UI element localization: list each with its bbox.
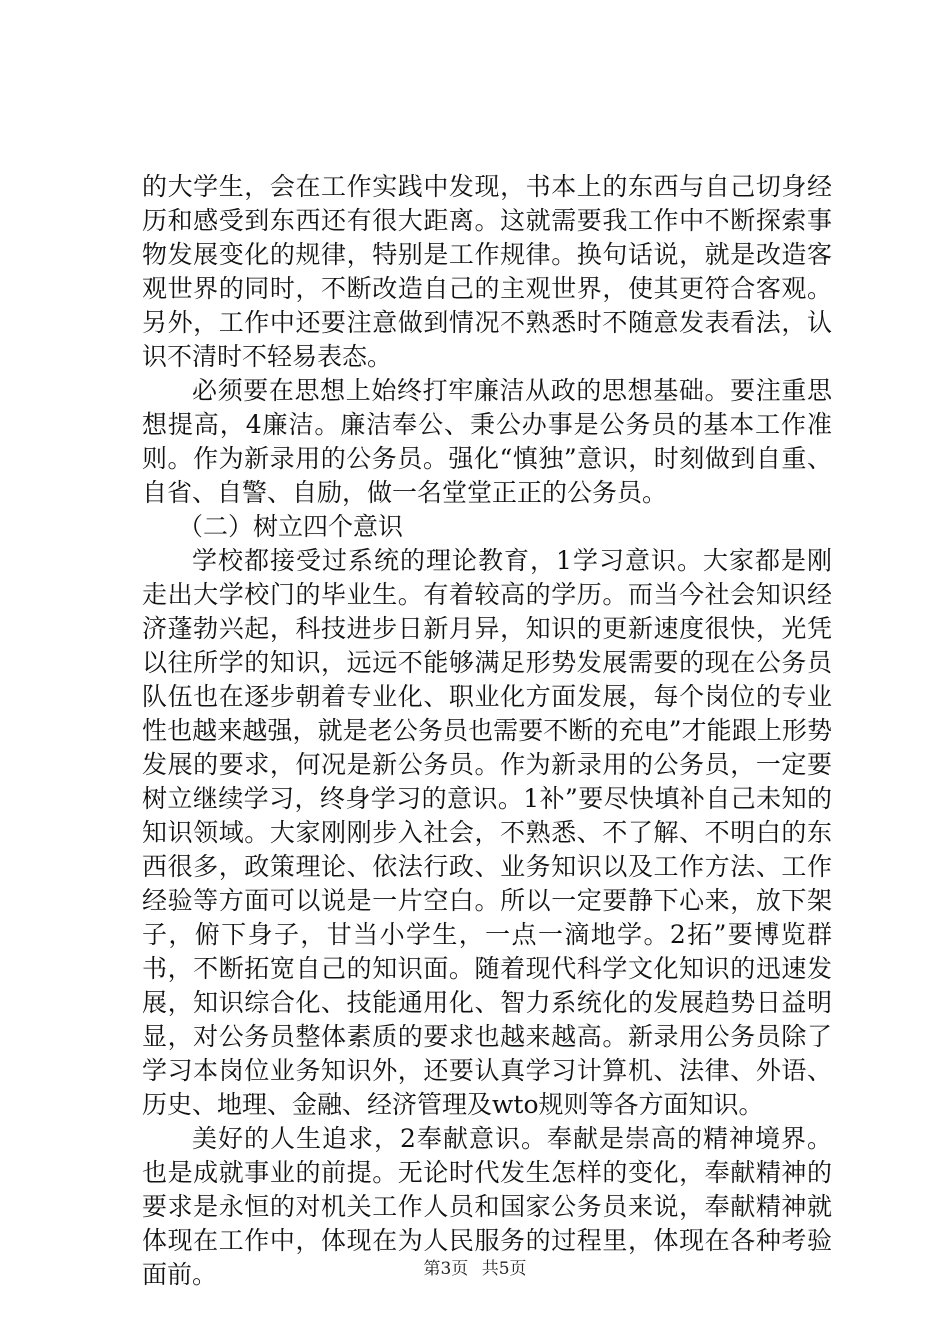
paragraph-continuation: 的大学生，会在工作实践中发现，书本上的东西与自己切身经历和感受到东西还有很大距离。这就需要我工作中不断探索事物发展变化的规律，特别是工作规律。换句话说，就是改造客观世界的同时，不断改造自己的主观世界，使其更符合客观。另外，工作中还要注意做到情况不熟悉时不随意发表看法，认识不清时不轻易表态。 xyxy=(142,172,832,371)
page-footer xyxy=(0,1258,950,1280)
paragraph-dedication: 美好的人生追求，2奉献意识。奉献是崇高的精神境界。也是成就事业的前提。无论时代发生怎样的变化，奉献精神的要求是永恒的对机关工作人员和国家公务员来说，奉献精神就体现在工作中，体现在为人民服务的过程里，体现在各种考验面前。 xyxy=(142,1124,832,1289)
page-total: 共5页 xyxy=(481,1259,527,1279)
paragraph-learning: 学校都接受过系统的理论教育，1学习意识。大家都是刚走出大学校门的毕业生。有着较高的学历。而当今社会知识经济蓬勃兴起，科技进步日新月异，知识的更新速度很快，光凭以往所学的知识，远远不能够满足形势发展需要的现在公务员队伍也在逐步朝着专业化、职业化方面发展，每个岗位的专业性也越来越强，就是老公务员也需要不断的充电”才能跟上形势发展的要求，何况是新公务员。作为新录用的公务员，一定要树立继续学习，终身学习的意识。1补”要尽快填补自己未知的知识领域。大家刚刚步入社会，不熟悉、不了解、不明白的东西很多，政策理论、依法行政、业务知识以及工作方法、工作经验等方面可以说是一片空白。所以一定要静下心来，放下架子，俯下身子，甘当小学生，一点一滴地学。2拓”要博览群书，不断拓宽自己的知识面。随着现代科学文化知识的迅速发展，知识综合化、技能通用化、智力系统化的发展趋势日益明显，对公务员整体素质的要求也越来越高。新录用公务员除了学习本岗位业务知识外，还要认真学习计算机、法律、外语、历史、地理、金融、经济管理及wto规则等各方面知识。 xyxy=(142,546,832,1119)
document-body xyxy=(142,170,832,1292)
page-number: 第3页 xyxy=(423,1259,469,1279)
section-heading: （二）树立四个意识 xyxy=(178,512,404,541)
paragraph-integrity: 必须要在思想上始终打牢廉洁从政的思想基础。要注重思想提高，4廉洁。廉洁奉公、秉公办事是公务员的基本工作准则。作为新录用的公务员。强化“慎独”意识，时刻做到自重、自省、自警、自励，做一名堂堂正正的公务员。 xyxy=(142,376,832,507)
